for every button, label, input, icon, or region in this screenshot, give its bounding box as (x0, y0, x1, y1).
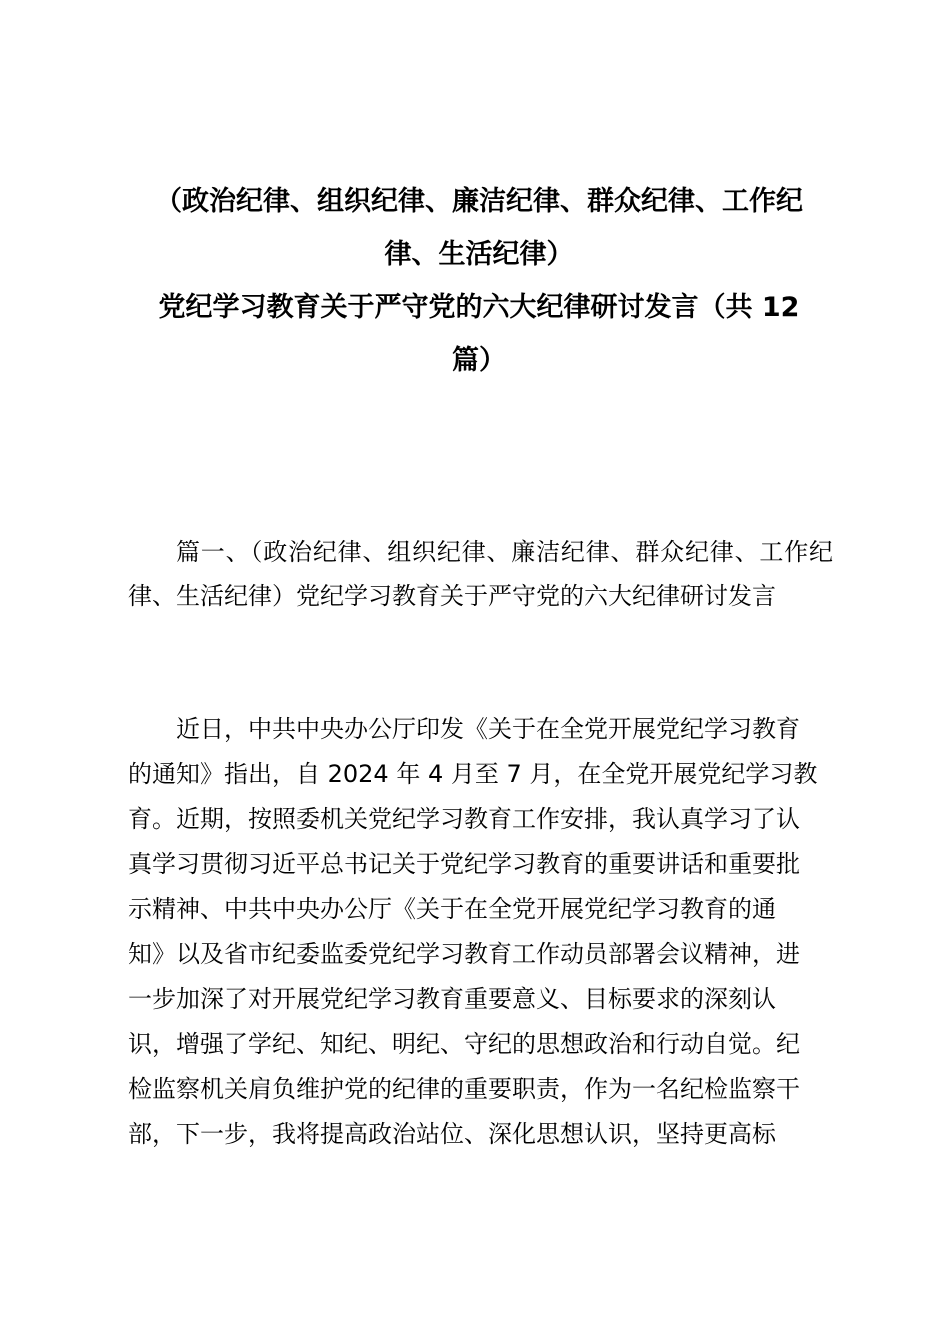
title-line: 党纪学习教育关于严守党的六大纪律研讨发言（共 12 (158, 292, 800, 323)
title-line: 篇） (452, 345, 506, 376)
body-paragraph (128, 707, 833, 1157)
document-title (128, 175, 830, 387)
body-line: 知》以及省市纪委监委党纪学习教育工作动员部署会议精神，进 (128, 940, 800, 968)
title-line: （政治纪律、组织纪律、廉洁纪律、群众纪律、工作纪 (155, 186, 803, 217)
body-line: 示精神、中共中央办公厅《关于在全党开展党纪学习教育的通 (128, 895, 776, 923)
body-line: 检监察机关肩负维护党的纪律的重要职责，作为一名纪检监察干 (128, 1075, 800, 1103)
title-line: 律、生活纪律） (384, 239, 574, 270)
body-line: 部，下一步，我将提高政治站位、深化思想认识，坚持更高标 (128, 1120, 776, 1148)
body-line: 一步加深了对开展党纪学习教育重要意义、目标要求的深刻认 (128, 985, 776, 1013)
body-line: 识，增强了学纪、知纪、明纪、守纪的思想政治和行动自觉。纪 (128, 1030, 800, 1058)
body-line: 的通知》指出，自 2024 年 4 月至 7 月，在全党开展党纪学习教 (128, 760, 818, 788)
body-line: 真学习贯彻习近平总书记关于党纪学习教育的重要讲话和重要批 (128, 850, 800, 878)
section-heading: 篇一、（政治纪律、组织纪律、廉洁纪律、群众纪律、工作纪律、生活纪律）党纪学习教育关于严守党的六大纪律研讨发言 (128, 538, 833, 610)
body-line: 育。近期，按照委机关党纪学习教育工作安排，我认真学习了认 (128, 805, 800, 833)
body-line: 近日，中共中央办公厅印发《关于在全党开展党纪学习教育 (176, 715, 800, 743)
